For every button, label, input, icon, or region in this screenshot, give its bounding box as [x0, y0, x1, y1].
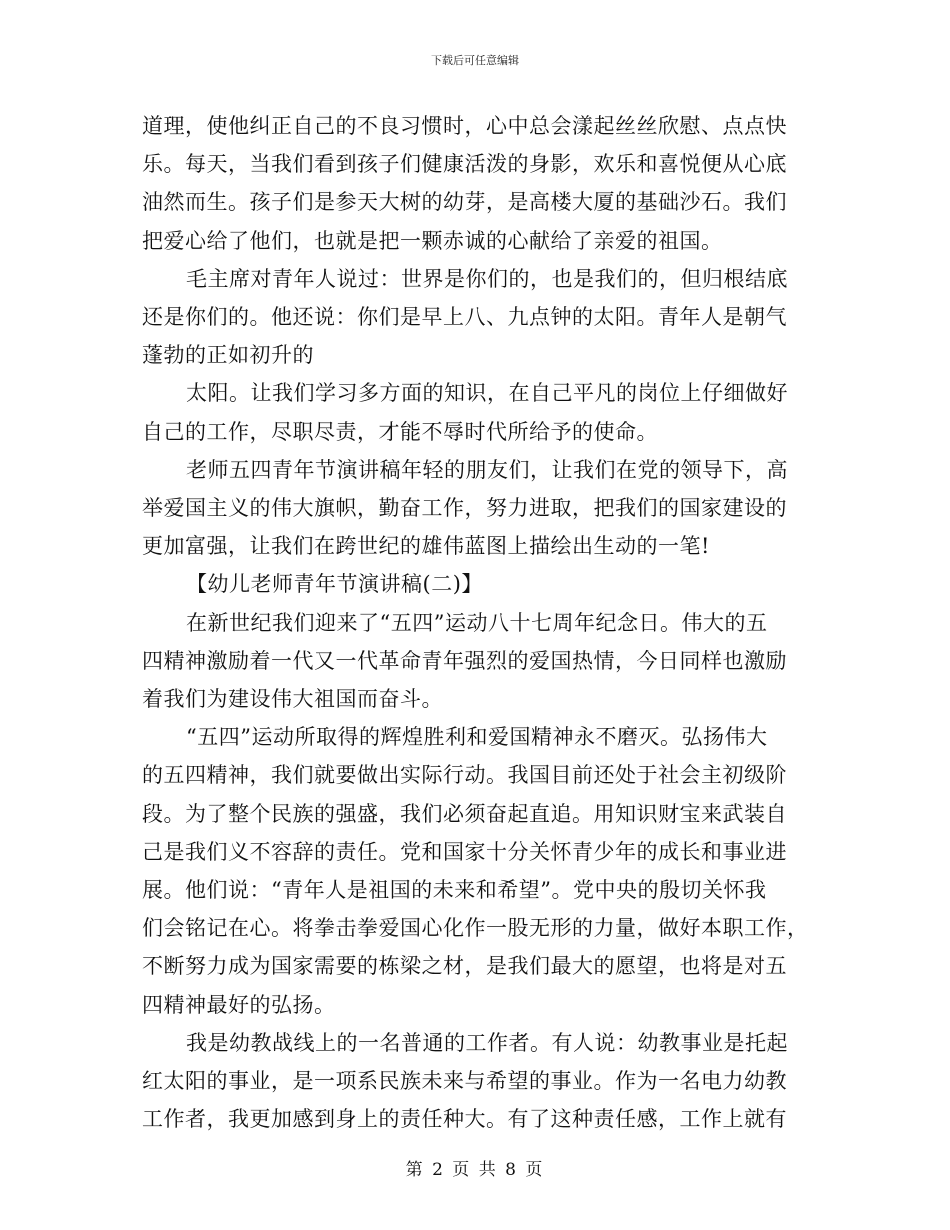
text-line: 我是幼教战线上的一名普通的工作者。有人说：幼教事业是托起 — [186, 1030, 788, 1055]
text-line: 在新世纪我们迎来了“五四”运动八十七周年纪念日。伟大的五 — [186, 610, 768, 635]
text-line: 蓬勃的正如初升的 — [142, 343, 314, 368]
text-line: 的五四精神，我们就要做出实际行动。我国目前还处于社会主初级阶 — [142, 763, 787, 788]
text-line: 四精神激励着一代又一代革命青年强烈的爱国热情，今日同样也激励 — [142, 648, 787, 673]
text-line: 道理，使他纠正自己的不良习惯时，心中总会漾起丝丝欣慰、点点快 — [142, 114, 787, 138]
text-line: 乐。每天，当我们看到孩子们健康活泼的身影，欢乐和喜悦便从心底 — [142, 152, 787, 177]
page-header: 下载后可任意编辑 — [431, 54, 519, 67]
text-line: 毛主席对青年人说过：世界是你们的，也是我们的，但归根结底 — [186, 266, 788, 291]
text-line: 更加富强，让我们在跨世纪的雄伟蓝图上描绘出生动的一笔! — [142, 534, 710, 559]
text-line: 自己的工作，尽职尽责，才能不辱时代所给予的使命。 — [142, 419, 658, 444]
text-line: 油然而生。孩子们是参天大树的幼芽，是高楼大厦的基础沙石。我们 — [142, 190, 787, 215]
text-line: 【幼儿老师青年节演讲稿(二)】 — [186, 572, 483, 597]
text-line: 着我们为建设伟大祖国而奋斗。 — [142, 687, 443, 712]
text-line: 还是你们的。他还说：你们是早上八、九点钟的太阳。青年人是朝气 — [142, 305, 787, 330]
text-line: 工作者，我更加感到身上的责任种大。有了这种责任感，工作上就有 — [142, 1107, 787, 1132]
text-line: 老师五四青年节演讲稿年轻的朋友们，让我们在党的领导下，高 — [186, 457, 788, 482]
text-line: 举爱国主义的伟大旗帜，勤奋工作，努力进取，把我们的国家建设的 — [142, 496, 787, 521]
body-text — [142, 107, 809, 1138]
text-line: 们会铭记在心。将拳击拳爱国心化作一股无形的力量，做好本职工作， — [142, 916, 809, 941]
text-line: 把爱心给了他们，也就是把一颗赤诚的心献给了亲爱的祖国。 — [142, 228, 723, 253]
text-line: 四精神最好的弘扬。 — [142, 992, 336, 1017]
text-line: 太阳。让我们学习多方面的知识，在自己平凡的岗位上仔细做好 — [186, 381, 788, 406]
text-line: 红太阳的事业，是一项系民族未来与希望的事业。作为一名电力幼教 — [142, 1069, 787, 1094]
text-line: “五四”运动所取得的辉煌胜利和爱国精神永不磨灭。弘扬伟大 — [186, 725, 768, 750]
text-line: 不断努力成为国家需要的栋梁之材，是我们最大的愿望，也将是对五 — [142, 954, 787, 979]
text-line: 己是我们义不容辞的责任。党和国家十分关怀青少年的成长和事业进 — [142, 839, 787, 864]
text-line: 展。他们说：“青年人是祖国的未来和希望”。党中央的殷切关怀我 — [142, 878, 767, 903]
page-footer: 第 2 页 共 8 页 — [405, 1160, 545, 1180]
text-line: 段。为了整个民族的强盛，我们必须奋起直追。用知识财宝来武装自 — [142, 801, 787, 826]
